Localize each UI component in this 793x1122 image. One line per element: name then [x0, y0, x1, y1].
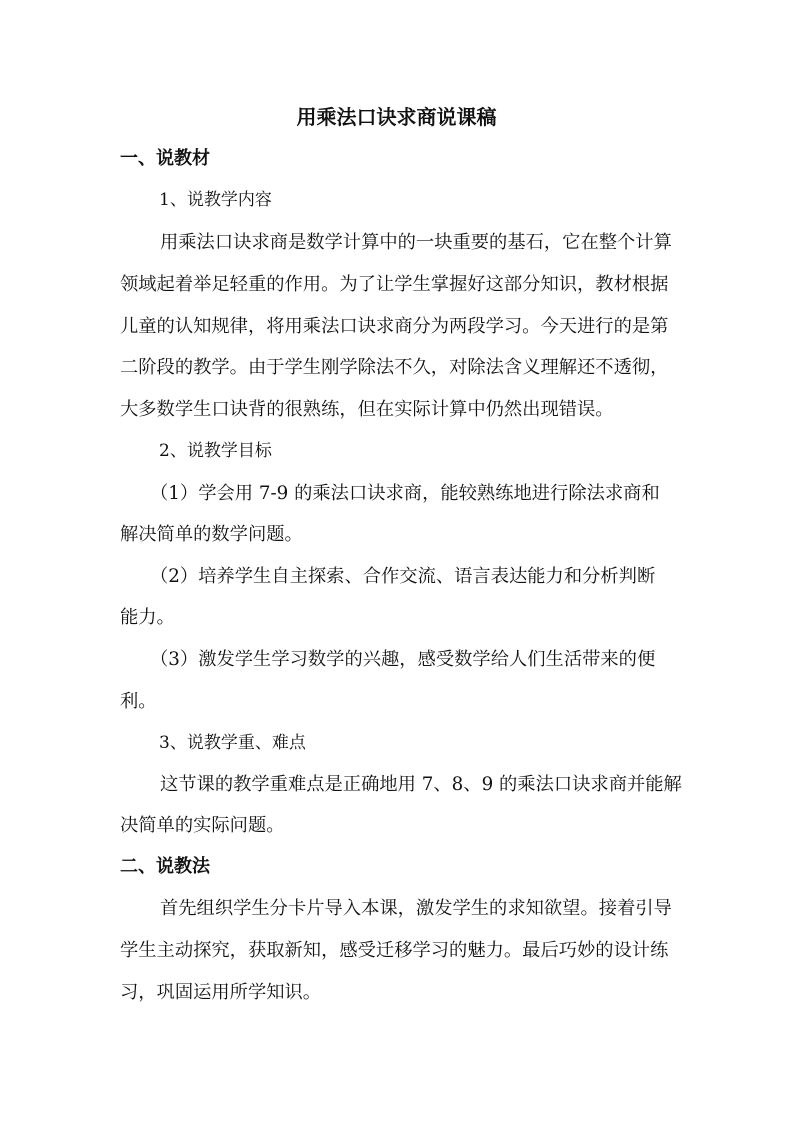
- section-heading-teaching-material: 一、说教材: [120, 148, 210, 169]
- subheading-teaching-content: 1、说教学内容: [159, 190, 272, 210]
- paragraph-line: 首先组织学生分卡片导入本课，激发学生的求知欲望。接着引导: [160, 898, 672, 919]
- paragraph-line: 习，巩固运用所学知识。: [120, 982, 322, 1003]
- subheading-teaching-goals: 2、说教学目标: [159, 441, 272, 461]
- goal-line: 利。: [120, 691, 157, 712]
- paragraph-line: 用乘法口诀求商是数学计算中的一块重要的基石，它在整个计算: [160, 232, 672, 253]
- paragraph-line: 领域起着举足轻重的作用。为了让学生掌握好这部分知识，教材根据: [120, 274, 669, 295]
- paragraph-line: 学生主动探究，获取新知，感受迁移学习的魅力。最后巧妙的设计练: [120, 940, 669, 961]
- paragraph-line: 大多数学生口诀背的很熟练，但在实际计算中仍然出现错误。: [120, 399, 614, 420]
- goal-line: （2）培养学生自主探索、合作交流、语言表达能力和分析判断: [150, 566, 656, 587]
- document-title: 用乘法口诀求商说课稿: [296, 105, 497, 129]
- subheading-key-points: 3、说教学重、难点: [159, 733, 306, 753]
- section-heading-teaching-method: 二、说教法: [120, 856, 210, 877]
- goal-line: （3）激发学生学习数学的兴趣，感受数学给人们生活带来的便: [150, 649, 656, 670]
- goal-line: 能力。: [120, 607, 175, 628]
- paragraph-line: 二阶段的教学。由于学生刚学除法不久，对除法含义理解还不透彻，: [120, 357, 669, 378]
- paragraph-line: 这节课的教学重难点是正确地用 7、8、9 的乘法口诀求商并能解: [160, 774, 682, 795]
- goal-line: 解决简单的数学问题。: [120, 524, 303, 545]
- paragraph-line: 决简单的实际问题。: [120, 815, 285, 836]
- paragraph-line: 儿童的认知规律，将用乘法口诀求商分为两段学习。今天进行的是第: [120, 316, 669, 337]
- goal-line: （1）学会用 7-9 的乘法口诀求商，能较熟练地进行除法求商和: [150, 483, 660, 504]
